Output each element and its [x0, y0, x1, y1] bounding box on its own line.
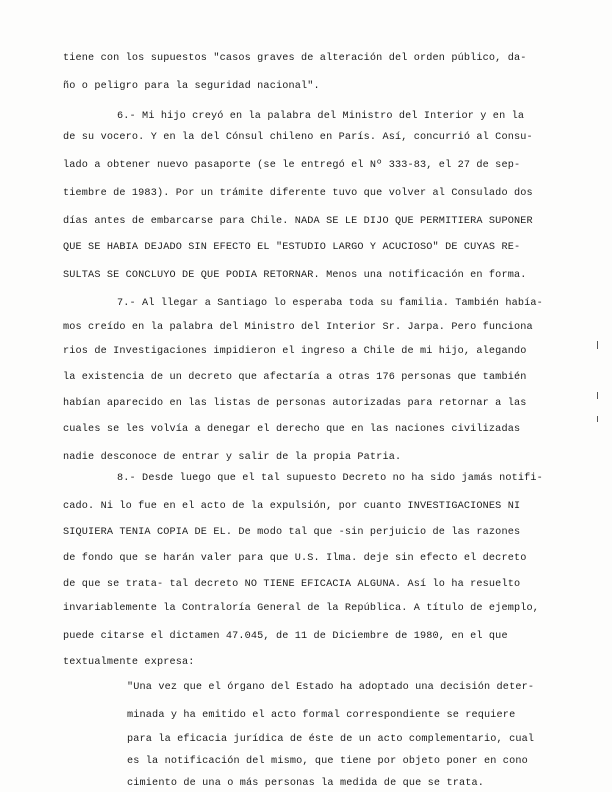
text-line: días antes de embarcarse para Chile. NADA SE LE DIJO QUE PERMITIERA SUPONER: [63, 216, 533, 227]
text-line: QUE SE HABIA DEJADO SIN EFECTO EL "ESTUDIO LARGO Y ACUCIOSO" DE CUYAS RE-: [63, 242, 521, 253]
text-line: lado a obtener nuevo pasaporte (se le entregó el Nº 333-83, el 27 de sep-: [63, 160, 521, 171]
text-line: textualmente expresa:: [63, 657, 195, 668]
quote-line: minada y ha emitido el acto formal correspondiente se requiere: [127, 710, 516, 721]
margin-mark: [597, 416, 598, 422]
text-line: cuales se les volvía a denegar el derecho que en las naciones civilizadas: [63, 424, 521, 435]
text-line: SULTAS SE CONCLUYO DE QUE PODIA RETORNAR. Menos una notificación en forma.: [63, 270, 527, 281]
text-line: 8.- Desde luego que el tal supuesto Decreto no ha sido jamás notifi-: [117, 473, 543, 484]
text-line: invariablemente la Contraloría General de la República. A título de ejemplo,: [63, 603, 540, 614]
text-line: cado. Ni lo fue en el acto de la expulsión, por cuanto INVESTIGACIONES NI: [63, 501, 521, 512]
text-line: tiene con los supuestos "casos graves de alteración del orden público, da-: [63, 53, 527, 64]
quote-line: cimiento de una o más personas la medida de que se trata.: [127, 778, 485, 789]
text-line: ño o peligro para la seguridad nacional".: [63, 81, 320, 92]
text-line: rios de Investigaciones impidieron el ingreso a Chile de mi hijo, alegando: [63, 346, 527, 357]
margin-mark: [597, 341, 598, 349]
text-line: mos creído en la palabra del Ministro del Interior Sr. Jarpa. Pero funciona: [63, 322, 533, 333]
text-line: tiembre de 1983). Por un trámite diferente tuvo que volver al Consulado dos: [63, 188, 533, 199]
text-line: puede citarse el dictamen 47.045, de 11 de Diciembre de 1980, en el que: [63, 631, 508, 642]
text-line: 7.- Al llegar a Santiago lo esperaba toda su familia. También había-: [117, 298, 543, 309]
text-line: habían aparecido en las listas de personas autorizadas para retornar a las: [63, 398, 527, 409]
text-line: 6.- Mi hijo creyó en la palabra del Ministro del Interior y en la: [117, 111, 525, 122]
text-line: la existencia de un decreto que afectaría a otras 176 personas que también: [63, 372, 527, 383]
text-line: de su vocero. Y en la del Cónsul chileno en París. Así, concurrió al Consu-: [63, 132, 533, 143]
text-line: nadie desconoce de entrar y salir de la propia Patria.: [63, 452, 402, 463]
text-line: de que se trata- tal decreto NO TIENE EFICACIA ALGUNA. Así lo ha resuelto: [63, 579, 521, 590]
text-line: SIQUIERA TENIA COPIA DE EL. De modo tal que -sin perjuicio de las razones: [63, 527, 521, 538]
quote-line: es la notificación del mismo, que tiene por objeto poner en cono: [127, 756, 528, 767]
quote-line: "Una vez que el órgano del Estado ha adoptado una decisión deter-: [127, 682, 535, 693]
text-line: de fondo que se harán valer para que U.S. Ilma. deje sin efecto el decreto: [63, 553, 527, 564]
margin-mark: [597, 392, 598, 399]
quote-line: para la eficacia jurídica de éste de un acto complementario, cual: [127, 734, 535, 745]
